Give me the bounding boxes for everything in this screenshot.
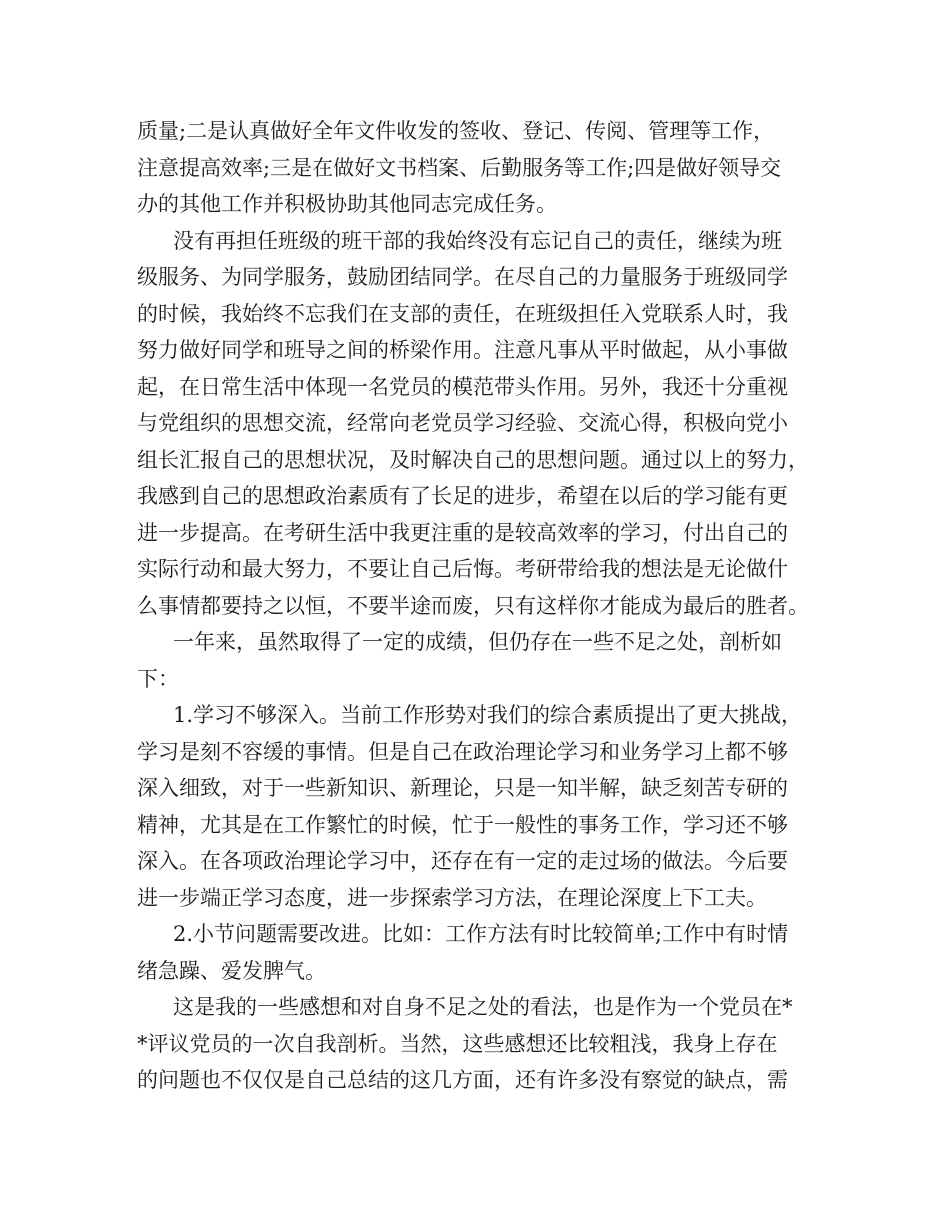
text-line: 进一步端正学习态度，进一步探索学习方法，在理论深度上下工夫。 xyxy=(137,885,767,910)
text-line: 下： xyxy=(137,666,179,691)
text-line: 办的其他工作并积极协助其他同志完成任务。 xyxy=(137,192,557,216)
text-line: *评议党员的一次自我剖析。当然，这些感想还比较粗浅，我身上存在 xyxy=(137,1031,778,1056)
text-line: 2.小节问题需要改进。比如：工作方法有时比较简单;工作中有时情 xyxy=(173,922,789,946)
text-line: 注意提高效率;三是在做好文书档案、后勤服务等工作;四是做好领导交 xyxy=(137,155,782,180)
text-line: 实际行动和最大努力，不要让自己后悔。考研带给我的想法是无论做什 xyxy=(137,557,788,581)
text-line: 与党组织的思想交流，经常向老党员学习经验、交流心得，积极向党小 xyxy=(137,411,788,435)
text-line: 深入细致，对于一些新知识、新理论，只是一知半解，缺乏刻苦专研的 xyxy=(137,776,788,800)
document-body xyxy=(137,113,827,1099)
text-line: 这是我的一些感想和对自身不足之处的看法，也是作为一个党员在* xyxy=(173,995,793,1019)
text-line: 没有再担任班级的班干部的我始终没有忘记自己的责任，继续为班 xyxy=(173,228,782,253)
text-line: 起，在日常生活中体现一名党员的模范带头作用。另外，我还十分重视 xyxy=(137,374,788,399)
text-line: 进一步提高。在考研生活中我更注重的是较高效率的学习，付出自己的 xyxy=(137,520,788,545)
text-line: 学习是刻不容缓的事情。但是自己在政治理论学习和业务学习上都不够 xyxy=(137,739,788,764)
text-line: 组长汇报自己的思想状况，及时解决自己的思想问题。通过以上的努力， xyxy=(137,447,809,472)
text-line: 质量;二是认真做好全年文件收发的签收、登记、传阅、管理等工作， xyxy=(137,119,775,143)
text-line: 级服务、为同学服务，鼓励团结同学。在尽自己的力量服务于班级同学 xyxy=(137,265,788,289)
text-line: 的问题也不仅仅是自己总结的这几方面，还有许多没有察觉的缺点，需 xyxy=(137,1068,788,1092)
text-line: 绪急躁、爱发脾气。 xyxy=(137,958,326,983)
text-line: 精神，尤其是在工作繁忙的时候，忙于一般性的事务工作，学习还不够 xyxy=(137,812,788,837)
text-line: 我感到自己的思想政治素质有了长足的进步，希望在以后的学习能有更 xyxy=(137,484,788,508)
text-line: 的时候，我始终不忘我们在支部的责任，在班级担任入党联系人时，我 xyxy=(137,301,788,326)
text-line: 深入。在各项政治理论学习中，还存在有一定的走过场的做法。今后要 xyxy=(137,849,788,873)
text-line: 么事情都要持之以恒，不要半途而废，只有这样你才能成为最后的胜者。 xyxy=(137,593,809,618)
text-line: 努力做好同学和班导之间的桥梁作用。注意凡事从平时做起，从小事做 xyxy=(137,338,788,362)
text-line: 一年来，虽然取得了一定的成绩，但仍存在一些不足之处，剖析如 xyxy=(173,630,782,654)
text-line: 1.学习不够深入。当前工作形势对我们的综合素质提出了更大挑战， xyxy=(173,703,803,727)
